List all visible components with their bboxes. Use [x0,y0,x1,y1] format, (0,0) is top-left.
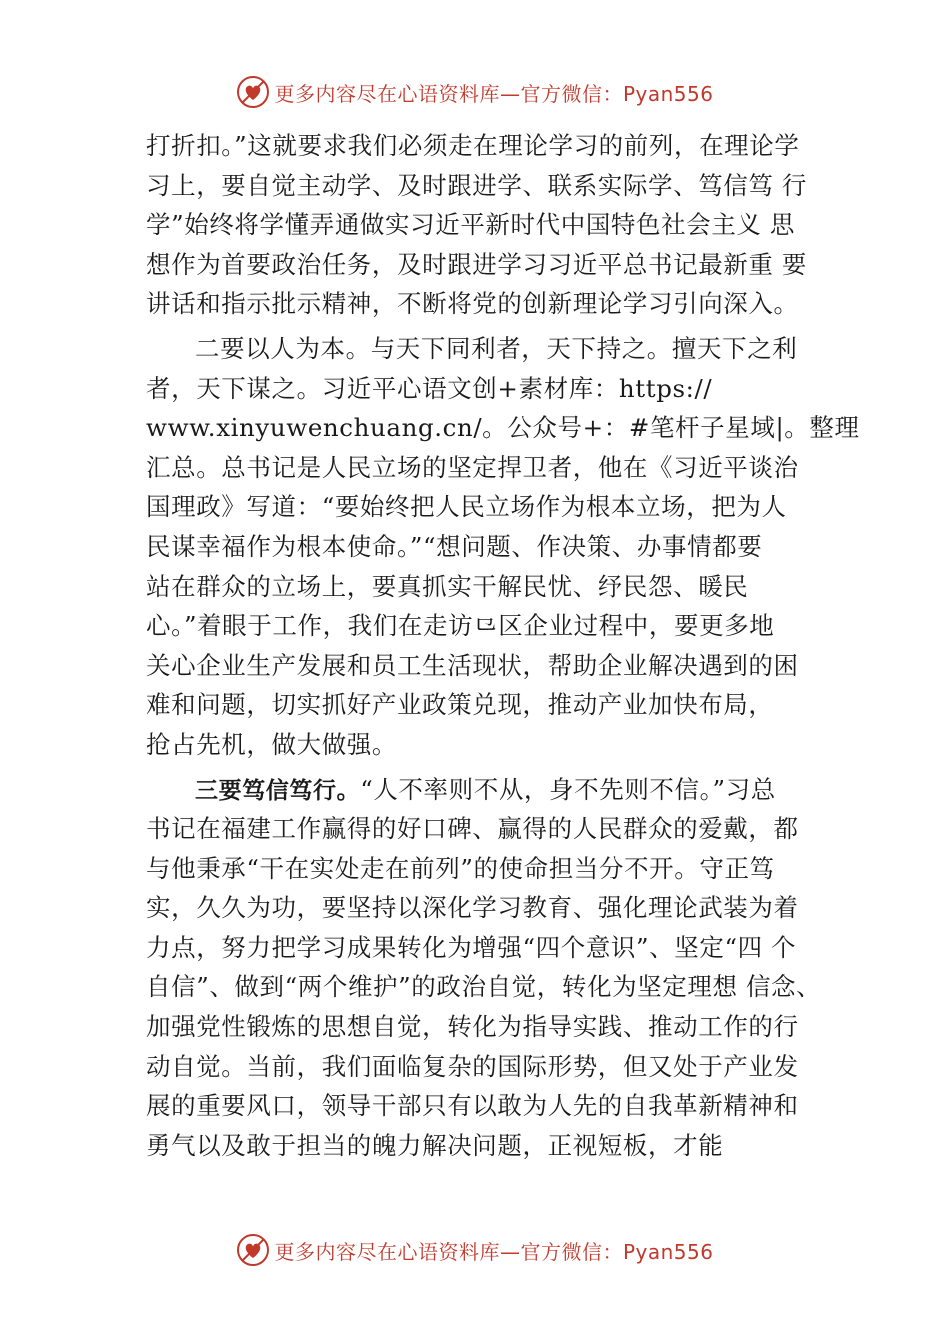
text-span: “人不率则不从，身不先则不信。”习总 [360,774,776,804]
text-line: 习上，要自觉主动学、及时跟进学、联系实际学、笃信笃 行 [146,170,807,200]
paragraph-first-line: 二要以人为本。与天下同利者，天下持之。擅天下之利 [195,333,798,363]
text-line: 汇总。总书记是人民立场的坚定捍卫者，他在《习近平谈治 [146,452,799,482]
text-line: 与他秉承“干在实处走在前列”的使命担当分不开。守正笃 [146,853,775,883]
heart-logo-icon [236,1233,270,1267]
text-line: 民谋幸福作为根本使命。”“想问题、作决策、办事情都要 [146,531,763,561]
text-line: 实，久久为功，要坚持以深化学习教育、强化理论武装为着 [146,893,799,923]
text-line: 勇气以及敢于担当的魄力解决问题，正视短板，才能 [146,1130,724,1160]
text-line: www.xinyuwenchuang.cn/。公众号+：#笔杆子星域|。整理 [146,413,860,443]
text-line: 想作为首要政治任务，及时跟进学习习近平总书记最新重 要 [146,249,807,279]
text-line: 站在群众的立场上，要真抓实干解民忧、纾民怨、暖民 [146,571,749,601]
banner-text: 更多内容尽在心语资料库—官方微信：Pyan556 [274,1239,714,1264]
text-line: 力点，努力把学习成果转化为增强“四个意识”、坚定“四 个 [146,932,797,962]
text-line: 关心企业生产发展和员工生活现状，帮助企业解决遇到的困 [146,650,799,680]
text-line: 学”始终将学懂弄通做实习近平新时代中国特色社会主义 思 [146,210,796,240]
text-line: 书记在福建工作赢得的好口碑、赢得的人民群众的爱戴，都 [146,814,799,844]
text-line: 打折扣。”这就要求我们必须走在理论学习的前列，在理论学 [146,131,800,160]
text-line: 讲话和指示批示精神，不断将党的创新理论学习引向深入。 [146,289,799,319]
paragraph-first-line [146,770,836,810]
text-line: 心。”着眼于工作，我们在走访⺋区企业过程中，要更多地 [146,611,775,641]
text-line: 难和问题，切实抓好产业政策兑现，推动产业加快布局， [146,690,774,720]
text-line: 加强党性锻炼的思想自觉，转化为指导实践、推动工作的行 [146,1012,799,1042]
document-body [146,126,860,1165]
text-line: 自信”、做到“两个维护”的政治自觉，转化为坚定理想 信念、 [146,972,822,1002]
section-lead-heading: 三要笃信笃行。 [195,777,361,804]
header-banner [0,70,950,114]
heart-logo-icon [236,75,270,109]
text-line: 者，天下谋之。习近平心语文创+素材库：https:// [146,373,713,403]
text-line: 国理政》写道：“要始终把人民立场作为根本立场，把为人 [146,492,787,522]
text-line: 展的重要风口，领导干部只有以敢为人先的自我革新精神和 [146,1091,799,1121]
text-line: 抢占先机，做大做强。 [146,729,397,759]
banner-text: 更多内容尽在心语资料库—官方微信：Pyan556 [274,81,714,106]
footer-banner [0,1228,950,1272]
text-line: 动自觉。当前，我们面临复杂的国际形势，但又处于产业发 [146,1051,799,1081]
